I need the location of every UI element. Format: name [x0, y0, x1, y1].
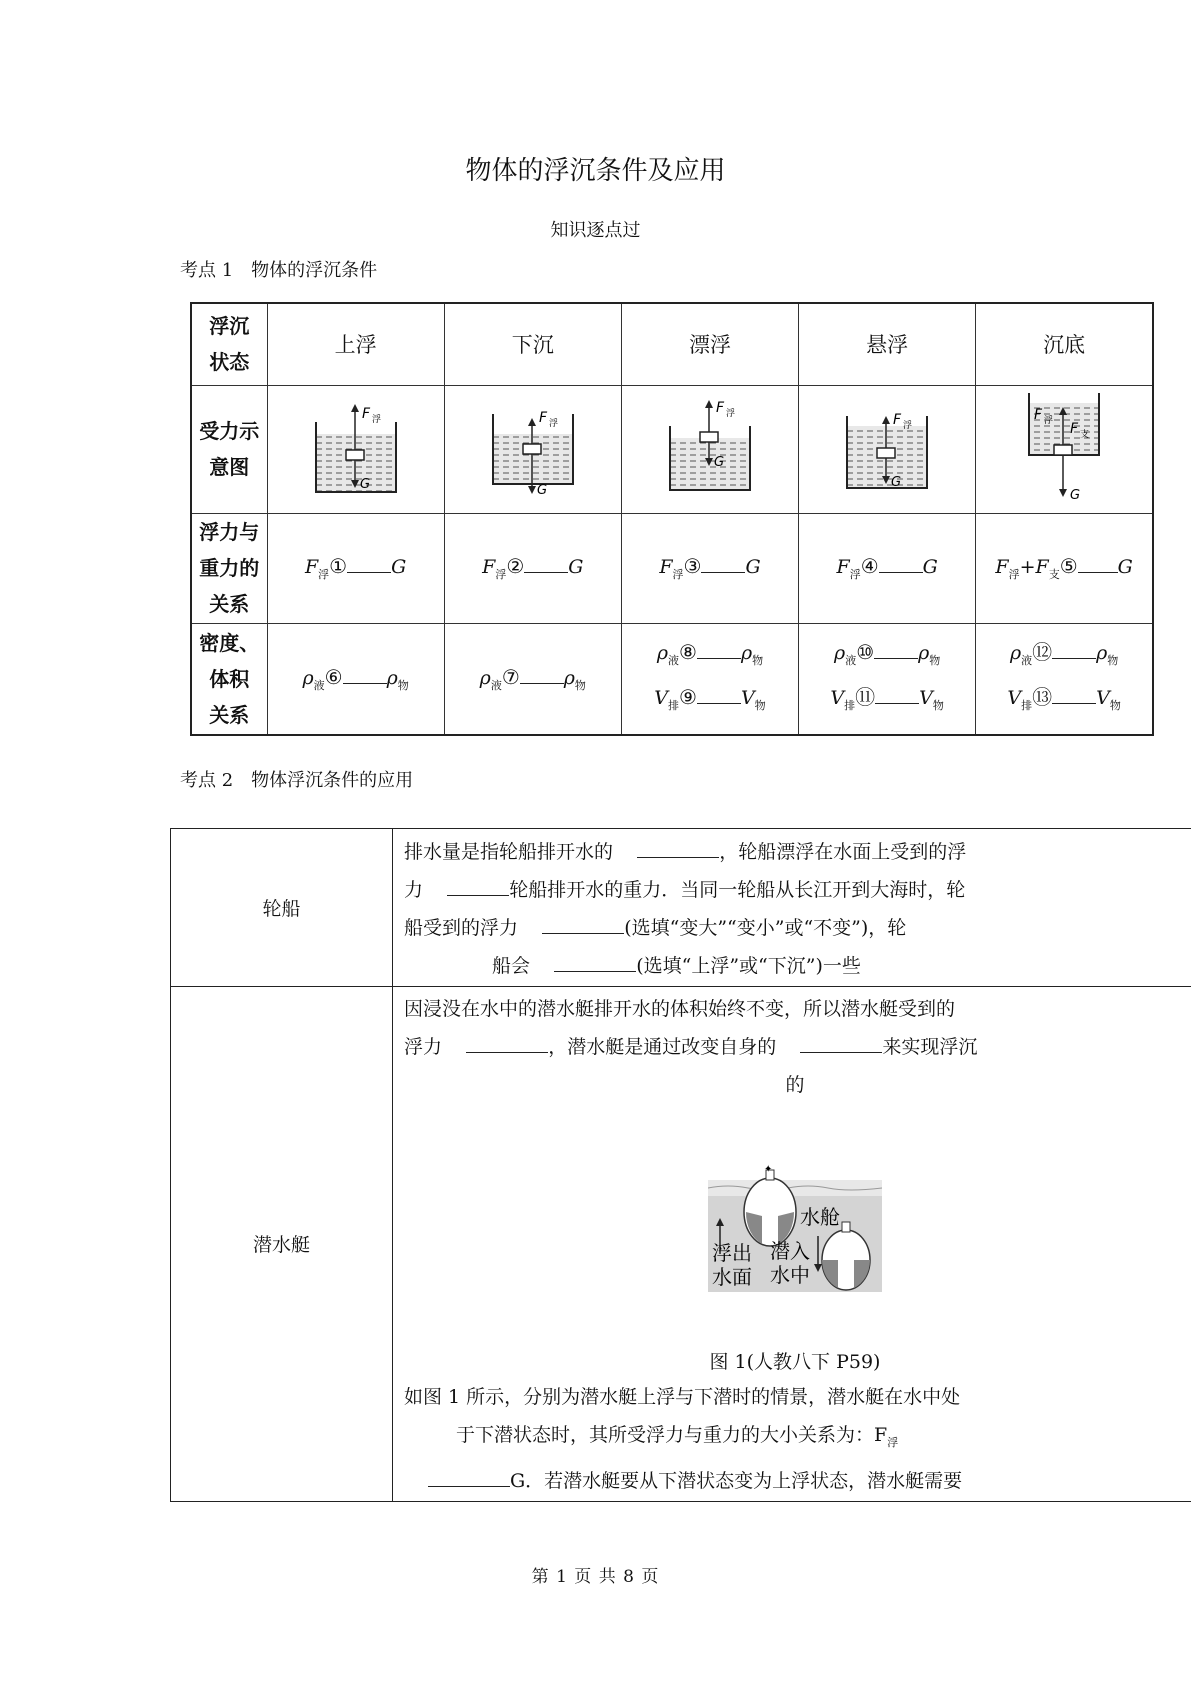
ship-label: 轮船	[171, 829, 393, 987]
answer-blank-12[interactable]	[1052, 640, 1096, 659]
answer-blank-11[interactable]	[875, 685, 919, 704]
svg-text:浮: 浮	[1044, 415, 1054, 426]
submarine-content: 因浸没在水中的潜水艇排开水的体积始终不变，所以潜水艇受到的 浮力 ，潜水艇是通过改变自身的 来实现浮沉 的 ✦ 水舱 浮出 水面 潜入 水中 图 1(人教八下 P59) 如图 1 所示，分别为潜水艇上浮与下潜时的情景，潜水艇在水中处 于下潜状态时，其所受浮力与重力的大小关系为：$F_浮$ G．若潜水艇要从下潜状态变为上浮状态，潜水艇需要	[393, 987, 1191, 1502]
force-diagram-bottom	[976, 385, 1153, 513]
submarine-blank-1[interactable]	[466, 1032, 548, 1053]
state-bottom: 沉底	[976, 303, 1153, 385]
svg-text:F: F	[1034, 406, 1043, 423]
page-subtitle: 知识逐点过	[550, 220, 641, 241]
answer-blank-1[interactable]	[347, 554, 391, 573]
state-rise: 上浮	[267, 303, 444, 385]
svg-text:浮: 浮	[725, 408, 735, 419]
section-heading-1: 考点 1 物体的浮沉条件	[180, 260, 378, 281]
state-sink: 下沉	[444, 303, 621, 385]
beaker-diagram-suspend	[827, 392, 947, 502]
page-footer: 第 1 页 共 8 页	[531, 1567, 660, 1587]
svg-text:F: F	[538, 409, 547, 426]
svg-text:潜入: 潜入	[770, 1239, 810, 1263]
beaker-diagram-sink	[473, 392, 593, 502]
relation-cell-3: $F_浮③$ G	[621, 513, 798, 623]
ship-content: 排水量是指轮船排开水的 ，轮船漂浮在水面上受到的浮 力 轮船排开水的重力．当同一轮船从长江开到大海时，轮 船受到的浮力 (选填“变大”“变小”或“不变”)，轮 船会 (选填“上浮”或“下沉”)一些	[393, 829, 1191, 987]
answer-blank-9[interactable]	[697, 685, 741, 704]
float-sink-conditions-table	[190, 302, 1154, 736]
svg-text:浮出: 浮出	[712, 1241, 752, 1265]
svg-text:G: G	[1070, 487, 1081, 503]
beaker-diagram-rise	[296, 392, 416, 502]
answer-blank-10[interactable]	[874, 640, 918, 659]
application-table	[170, 828, 1191, 1502]
svg-text:G: G	[536, 482, 547, 498]
row-header-relation: 浮力与 重力的 关系	[191, 513, 267, 623]
figure-caption: 图 1(人教八下 P59)	[709, 1351, 881, 1373]
force-diagram-rise	[267, 385, 444, 513]
submarine-figure	[708, 1162, 882, 1292]
svg-text:F: F	[1070, 420, 1079, 437]
svg-text:G: G	[891, 474, 902, 490]
state-suspend: 悬浮	[799, 303, 976, 385]
svg-text:F: F	[893, 411, 902, 428]
relation-cell-1: $F_浮①$ G	[267, 513, 444, 623]
density-cell-5: $\rho_液⑫$ $\rho_物$ $V_排⑬$ $V_物$	[976, 623, 1153, 735]
svg-text:水面: 水面	[712, 1265, 752, 1289]
beaker-diagram-float	[650, 392, 770, 502]
svg-text:浮: 浮	[903, 420, 913, 431]
svg-text:水舱: 水舱	[800, 1205, 840, 1229]
relation-cell-5: $F_浮+F_支⑤$ G	[976, 513, 1153, 623]
row-header-density: 密度、 体积 关系	[191, 623, 267, 735]
row-header-state: 浮沉 状态	[191, 303, 267, 385]
relation-cell-2: $F_浮②$ G	[444, 513, 621, 623]
svg-text:G: G	[713, 454, 725, 470]
density-cell-1: $\rho_液⑥$ $\rho_物$	[267, 623, 444, 735]
svg-text:水中: 水中	[770, 1263, 810, 1287]
ship-blank-3[interactable]	[542, 913, 624, 934]
submarine-label: 潜水艇	[171, 987, 393, 1502]
force-diagram-sink	[444, 385, 621, 513]
answer-blank-7[interactable]	[520, 665, 564, 684]
density-cell-4: $\rho_液⑩$ $\rho_物$ $V_排⑪$ $V_物$	[799, 623, 976, 735]
submarine-blank-3[interactable]	[428, 1466, 510, 1487]
svg-text:浮: 浮	[548, 418, 558, 429]
svg-text:F: F	[715, 399, 725, 416]
answer-blank-2[interactable]	[524, 554, 568, 573]
beaker-diagram-bottom	[1004, 387, 1124, 507]
answer-blank-3[interactable]	[701, 554, 745, 573]
svg-text:G: G	[359, 476, 370, 492]
ship-blank-2[interactable]	[447, 875, 509, 896]
section-heading-2: 考点 2 物体浮沉条件的应用	[180, 770, 414, 791]
svg-text:F: F	[361, 405, 370, 422]
answer-blank-5[interactable]	[1078, 554, 1118, 573]
svg-text:支: 支	[1080, 429, 1090, 440]
svg-text:浮: 浮	[371, 414, 381, 425]
answer-blank-6[interactable]	[343, 665, 387, 684]
page-title: 物体的浮沉条件及应用	[465, 156, 726, 186]
state-float: 漂浮	[621, 303, 798, 385]
force-diagram-suspend	[799, 385, 976, 513]
answer-blank-8[interactable]	[697, 640, 741, 659]
ship-blank-1[interactable]	[637, 837, 719, 858]
submarine-blank-2[interactable]	[800, 1032, 882, 1053]
answer-blank-4[interactable]	[879, 554, 923, 573]
ship-blank-4[interactable]	[554, 951, 636, 972]
svg-text:✦: ✦	[764, 1164, 773, 1175]
force-diagram-float	[621, 385, 798, 513]
density-cell-2: $\rho_液⑦$ $\rho_物$	[444, 623, 621, 735]
density-cell-3: $\rho_液⑧$ $\rho_物$ $V_排⑨$ $V_物$	[621, 623, 798, 735]
answer-blank-13[interactable]	[1052, 685, 1096, 704]
row-header-force-diagram: 受力示 意图	[191, 385, 267, 513]
relation-cell-4: $F_浮④$ G	[799, 513, 976, 623]
